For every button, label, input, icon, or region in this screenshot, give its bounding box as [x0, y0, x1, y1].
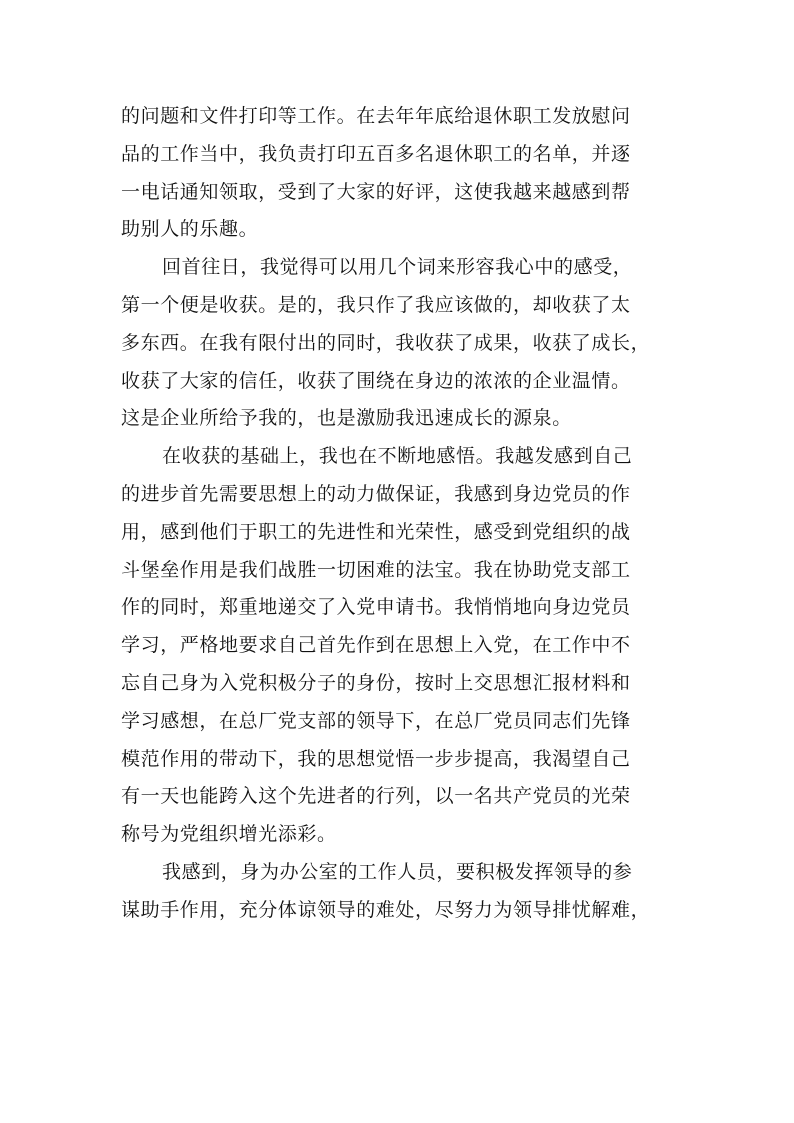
paragraph-first-line: 我感到，身为办公室的工作人员，要积极发挥领导的参	[162, 860, 633, 883]
text-line: 这是企业所给予我的，也是激励我迅速成长的源泉。	[121, 407, 572, 430]
text-line: 斗堡垒作用是我们战胜一切困难的法宝。我在协助党支部工	[121, 558, 631, 581]
text-line: 学习感想，在总厂党支部的领导下，在总厂党员同志们先锋	[121, 709, 631, 732]
text-line: 的进步首先需要思想上的动力做保证，我感到身边党员的作	[121, 482, 631, 505]
text-line: 忘自己身为入党积极分子的身份，按时上交思想汇报材料和	[121, 671, 631, 694]
text-line: 谋助手作用，充分体谅领导的难处，尽努力为领导排忧解难，	[121, 898, 651, 921]
text-line: 收获了大家的信任，收获了围绕在身边的浓浓的企业温情。	[121, 369, 631, 392]
text-line: 品的工作当中，我负责打印五百多名退休职工的名单，并逐	[121, 142, 631, 165]
paragraph-first-line: 回首往日，我觉得可以用几个词来形容我心中的感受，	[162, 256, 633, 279]
text-line: 多东西。在我有限付出的同时，我收获了成果，收获了成长，	[121, 331, 651, 354]
document-body	[121, 98, 681, 930]
text-line: 用，感到他们于职工的先进性和光荣性，感受到党组织的战	[121, 520, 631, 543]
text-line: 一电话通知领取，受到了大家的好评，这使我越来越感到帮	[121, 180, 631, 203]
paragraph-first-line: 在收获的基础上，我也在不断地感悟。我越发感到自己	[162, 445, 633, 468]
text-line: 作的同时，郑重地递交了入党申请书。我悄悄地向身边党员	[121, 596, 631, 619]
text-line: 第一个便是收获。是的，我只作了我应该做的，却收获了太	[121, 293, 631, 316]
text-line: 助别人的乐趣。	[121, 218, 259, 241]
text-line: 的问题和文件打印等工作。在去年年底给退休职工发放慰问	[121, 105, 631, 127]
text-line: 有一天也能跨入这个先进者的行列，以一名共产党员的光荣	[121, 785, 631, 808]
text-line: 模范作用的带动下，我的思想觉悟一步步提高，我渴望自己	[121, 747, 631, 770]
text-line: 学习，严格地要求自己首先作到在思想上入党，在工作中不	[121, 634, 631, 657]
text-line: 称号为党组织增光添彩。	[121, 823, 337, 846]
